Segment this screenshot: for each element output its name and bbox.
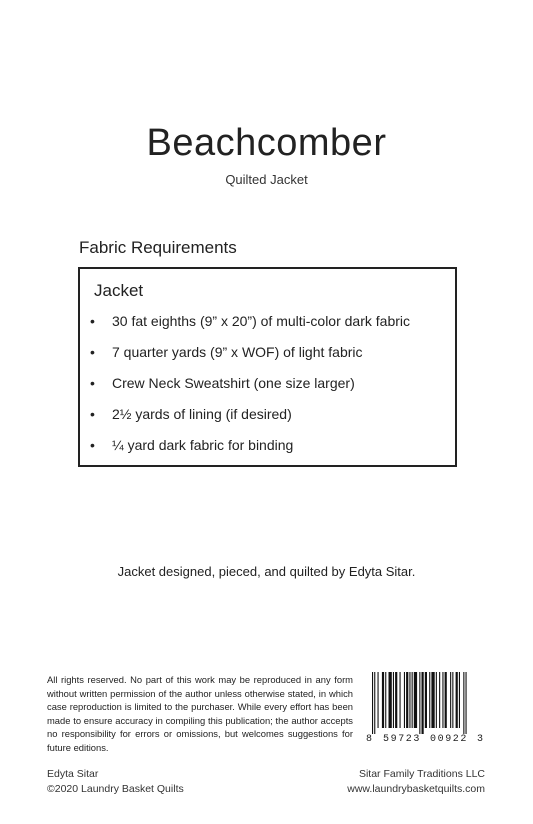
barcode-bar <box>412 672 413 728</box>
barcode-bar <box>429 672 430 728</box>
barcode-bar <box>372 672 373 734</box>
bullet-icon: • <box>90 375 95 391</box>
page-title: Beachcomber <box>146 122 387 164</box>
barcode-bar <box>378 672 379 728</box>
page-subtitle: Quilted Jacket <box>225 172 308 187</box>
barcode-right-group: 00922 <box>430 734 469 745</box>
barcode-bar <box>466 672 467 734</box>
jacket-heading: Jacket <box>94 281 144 300</box>
barcode-bar <box>389 672 392 728</box>
barcode-bar <box>406 672 408 728</box>
designer-credit: Jacket designed, pieced, and quilted by Edyta Sitar. <box>117 564 416 579</box>
barcode-bar <box>422 672 424 734</box>
list-item-text: Crew Neck Sweatshirt (one size larger) <box>112 375 355 391</box>
list-item-text: 7 quarter yards (9” x WOF) of light fabric <box>112 344 363 360</box>
barcode-lead-digit: 8 <box>366 734 373 745</box>
list-item-text: ¼ yard dark fabric for binding <box>112 437 294 453</box>
barcode-bars-icon <box>372 672 480 734</box>
rights-notice: All rights reserved. No part of this work may be reproduced in any form without written permission of the author unless otherwise stated, in which case reproduction is limited to the purchaser. While every effort has been made to ensure accuracy in compiling this publication; the author accepts no responsibility for errors or omissions, but welcomes suggestions for future editions. <box>47 674 353 753</box>
barcode-bar <box>425 672 427 728</box>
barcode-bar <box>400 672 401 728</box>
footer-company: Sitar Family Traditions LLC <box>358 768 485 780</box>
bullet-icon: • <box>90 406 95 422</box>
barcode-bar <box>385 672 386 728</box>
barcode-bar <box>404 672 405 728</box>
barcode-bar <box>436 672 437 728</box>
list-item-text: 30 fat eighths (9” x 20”) of multi-color dark fabric <box>112 313 411 329</box>
bullet-icon: • <box>90 313 95 329</box>
barcode-bar <box>395 672 397 728</box>
footer-website[interactable]: www.laundrybasketquilts.com <box>347 783 485 795</box>
barcode-bar <box>374 672 375 734</box>
bullet-icon: • <box>90 437 95 453</box>
barcode-bar <box>459 672 460 728</box>
bullet-icon: • <box>90 344 95 360</box>
barcode-bar <box>393 672 394 728</box>
barcode-left-group: 59723 <box>383 734 422 745</box>
footer-left <box>47 767 184 797</box>
barcode-bar <box>382 672 384 728</box>
barcode-bar <box>431 672 434 728</box>
barcode-digits <box>366 734 484 748</box>
barcode-bar <box>452 672 453 728</box>
requirements-box <box>78 267 457 467</box>
barcode-bar <box>419 672 420 734</box>
fabric-requirements-heading: Fabric Requirements <box>79 238 237 257</box>
barcode-bar <box>456 672 458 728</box>
footer-copyright: ©2020 Laundry Basket Quilts <box>47 783 184 795</box>
footer-right <box>347 767 485 797</box>
barcode-bar <box>414 672 417 728</box>
barcode-check-digit: 3 <box>477 734 484 745</box>
barcode-bar <box>442 672 443 728</box>
barcode-bar <box>409 672 410 728</box>
list-item-text: 2½ yards of lining (if desired) <box>112 406 292 422</box>
barcode-bar <box>450 672 451 728</box>
barcode-bar <box>445 672 447 728</box>
barcode-bar <box>439 672 440 728</box>
barcode <box>366 672 484 748</box>
footer-author: Edyta Sitar <box>47 768 99 780</box>
barcode-bar <box>463 672 464 734</box>
